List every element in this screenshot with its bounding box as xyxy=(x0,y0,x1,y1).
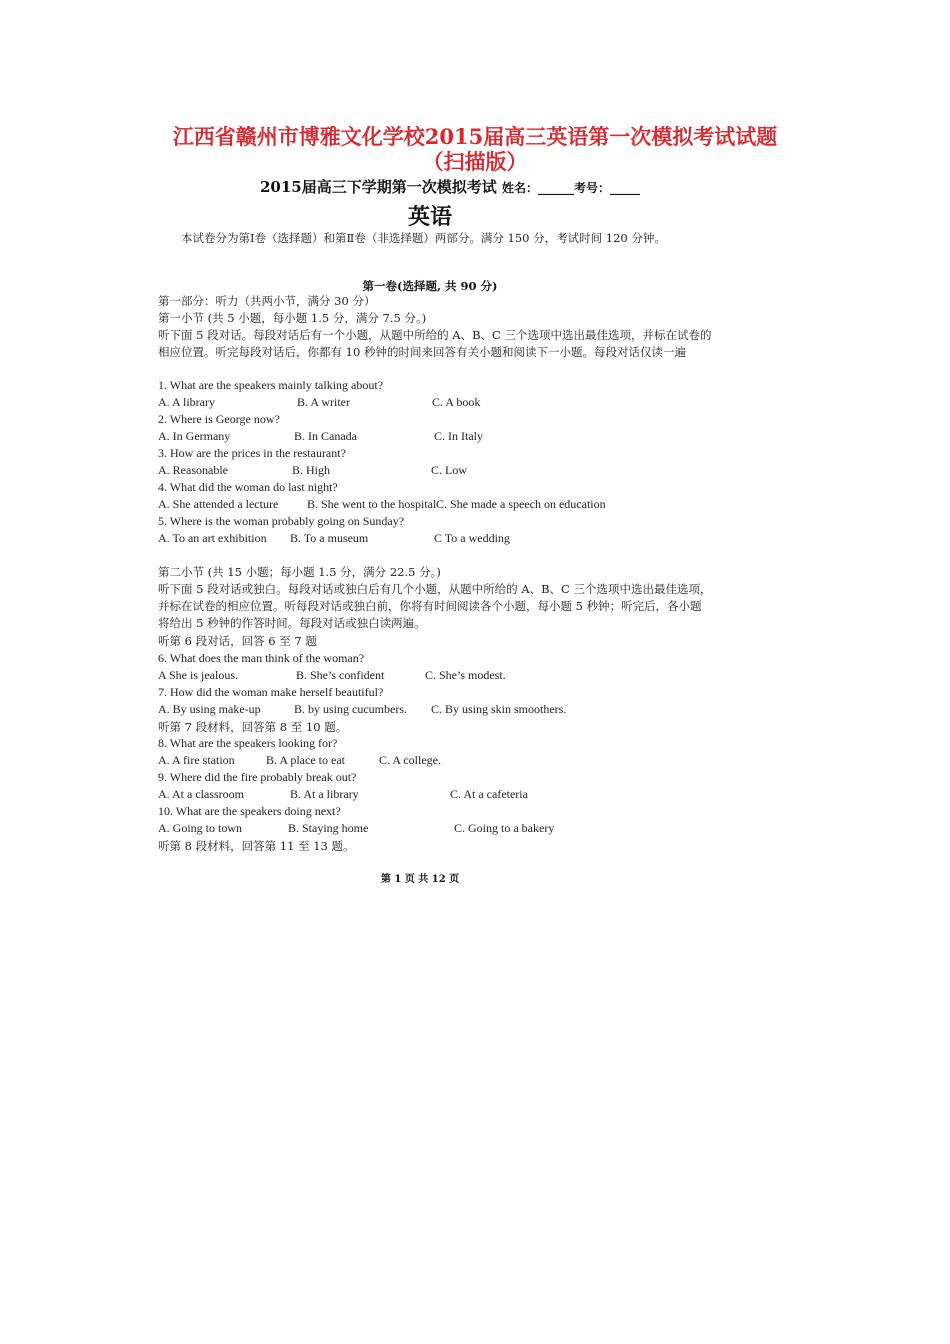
question-stem: 8. What are the speakers looking for? xyxy=(158,736,338,750)
option-b: B. She’s confident xyxy=(296,668,385,682)
option-a: A. To an art exhibition xyxy=(158,531,267,545)
subject-title: 英语 xyxy=(407,204,452,230)
listening-note: 听第 6 段对话，回答 6 至 7 题 xyxy=(158,634,317,648)
page-footer: 第 1 页 共 12 页 xyxy=(380,874,460,885)
section1-line: 第一小节 (共 5 小题，每小题 1.5 分，满分 7.5 分。) xyxy=(158,311,427,325)
option-c: C. At a cafeteria xyxy=(450,787,528,801)
question-stem: 7. How did the woman make herself beautiful? xyxy=(158,685,384,699)
option-a: A. By using make-up xyxy=(158,702,261,716)
option-c: C. A book xyxy=(432,395,481,409)
question-stem: 9. Where did the fire probably break out? xyxy=(158,770,357,784)
section2-instructions: 听下面 5 段对话或独白。每段对话或独白后有几个小题，从题中所给的 A、B、C 三个选项中选出最佳选项，并标在试卷的相应位置。听每段对话或独白前，你将有时间阅读各个小题，每小题 5 秒钟；听完后，各小题将给出 5 秒钟的作答时间。每段对话或独白读两遍。 xyxy=(158,582,712,630)
exam-header xyxy=(260,176,720,197)
option-a: A. In Germany xyxy=(158,429,231,443)
option-b: B. by using cucumbers. xyxy=(294,702,407,716)
option-b: B. At a library xyxy=(290,787,359,801)
section2-line: 第二小节 (共 15 小题；每小题 1.5 分，满分 22.5 分。) xyxy=(158,565,441,579)
title-line-1: 江西省赣州市博雅文化学校2015届高三英语第一次模拟考试试题 xyxy=(172,124,778,149)
option-b: B. A place to eat xyxy=(266,753,345,767)
exam-name: 2015届高三下学期第一次模拟考试 xyxy=(260,178,497,196)
option-b: B. Staying home xyxy=(288,821,369,835)
document-title xyxy=(120,124,830,174)
section1-instructions: 听下面 5 段对话。每段对话后有一个小题，从题中所给的 A、B、C 三个选项中选出最佳选项，并标在试卷的相应位置。听完每段对话后，你都有 10 秒钟的时间来回答有关小题和阅读下一小题。每段对话仅读一遍 xyxy=(158,328,712,359)
option-a: A. At a classroom xyxy=(158,787,244,801)
option-c: C. Low xyxy=(431,463,467,477)
option-c: C. She made a speech on education xyxy=(436,497,606,511)
option-c: C. Going to a bakery xyxy=(454,821,555,835)
intro-paragraph: 本试卷分为第Ⅰ卷（选择题）和第Ⅱ卷（非选择题）两部分。满分 150 分，考试时间 120 分钟。 xyxy=(181,231,666,245)
option-b: B. A writer xyxy=(297,395,350,409)
option-b: B. High xyxy=(292,463,331,477)
question-stem: 10. What are the speakers doing next? xyxy=(158,804,341,818)
option-c: C To a wedding xyxy=(434,531,510,545)
question-stem: 2. Where is George now? xyxy=(158,412,280,426)
name-number-fields: 姓名：______考号：_____ xyxy=(501,181,640,195)
option-a: A. She attended a lecture xyxy=(158,497,279,511)
question-stem: 4. What did the woman do last night? xyxy=(158,480,338,494)
question-stem: 5. Where is the woman probably going on Sunday? xyxy=(158,514,405,528)
option-b: B. In Canada xyxy=(294,429,357,443)
listening-note: 听第 8 段材料，回答第 11 至 13 题。 xyxy=(158,839,355,853)
option-a: A. A fire station xyxy=(158,753,235,767)
option-a: A. Going to town xyxy=(158,821,242,835)
question-stem: 3. How are the prices in the restaurant? xyxy=(158,446,346,460)
option-c: C. She’s modest. xyxy=(425,668,506,682)
option-c: C. In Italy xyxy=(434,429,483,443)
title-line-2: （扫描版） xyxy=(422,149,528,174)
option-a: A She is jealous. xyxy=(158,668,238,682)
option-b: B. She went to the hospital xyxy=(307,497,437,511)
option-b: B. To a museum xyxy=(290,531,369,545)
option-a: A. A library xyxy=(158,395,215,409)
part1-line: 第一部分：听力（共两小节，满分 30 分） xyxy=(158,294,376,308)
option-c: C. A college. xyxy=(379,753,441,767)
question-stem: 1. What are the speakers mainly talking about? xyxy=(158,378,384,392)
question-stem: 6. What does the man think of the woman? xyxy=(158,651,365,665)
option-a: A. Reasonable xyxy=(158,463,228,477)
part1-heading: 第一卷(选择题, 共 90 分) xyxy=(362,279,498,293)
option-c: C. By using skin smoothers. xyxy=(431,702,567,716)
listening-note: 听第 7 段材料，回答第 8 至 10 题。 xyxy=(158,720,348,734)
